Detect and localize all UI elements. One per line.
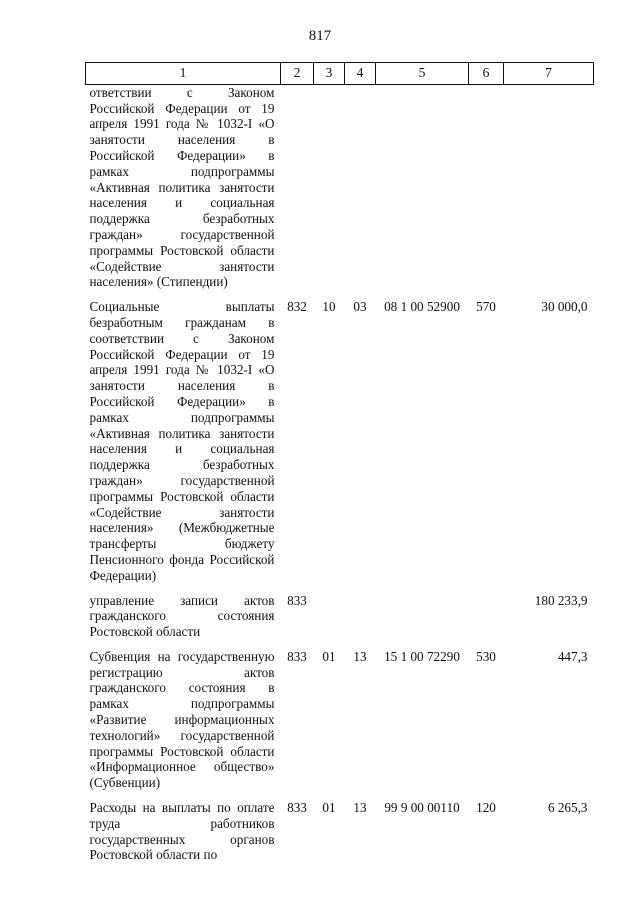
- row-ministry-code: 833: [287, 592, 307, 608]
- table-row: [86, 84, 594, 299]
- table-row: [86, 299, 594, 592]
- row-ministry-code: [281, 84, 314, 299]
- row-amount: 30 000,0: [541, 299, 588, 315]
- row-target-article: 15 1 00 72290: [384, 648, 460, 664]
- row-section: 10: [322, 299, 336, 315]
- page-number: 817: [308, 28, 332, 44]
- table-row: [86, 593, 594, 649]
- row-section: [314, 84, 345, 299]
- row-amount: 6 265,3: [547, 800, 588, 816]
- row-target-article: [376, 593, 469, 649]
- row-ministry-code: 832: [287, 299, 307, 315]
- header-row: [86, 63, 594, 85]
- row-name: Расходы на выплаты по оплате труда работников государственных органов Ростовской области по: [89, 800, 275, 863]
- header-cell-6: 6: [469, 63, 504, 85]
- row-name: Социальные выплаты безработным гражданам в соответствии с Законом Российской Федерации от 19 апреля 1991 года № 1032-I «О занятости населения в Российской Федерации» в рамках подпрограммы «Активная политика занятости населения и социальная поддержка безработных граждан» государственной программы Ростовской области «Содействие занятости населения» (Межбюджетные трансферты бюджету Пенсионного фонда Российской Федерации): [89, 299, 275, 583]
- header-cell-4: 4: [345, 63, 376, 85]
- row-ministry-code: 833: [287, 648, 307, 664]
- budget-table: [85, 62, 594, 872]
- header-cell-2: 2: [281, 63, 314, 85]
- row-ministry-code: 833: [287, 800, 307, 816]
- row-section: 01: [322, 800, 336, 816]
- row-expense-type: 120: [476, 800, 496, 816]
- row-expense-type: 530: [476, 648, 496, 664]
- row-subsection: 13: [353, 800, 367, 816]
- row-subsection: [345, 84, 376, 299]
- row-amount: [504, 84, 594, 299]
- row-section: [314, 593, 345, 649]
- row-expense-type: [469, 84, 504, 299]
- row-amount: 180 233,9: [534, 592, 588, 608]
- table-row: [86, 649, 594, 800]
- row-expense-type: 570: [476, 299, 496, 315]
- row-subsection: 13: [353, 648, 367, 664]
- row-target-article: 08 1 00 52900: [384, 299, 460, 315]
- header-cell-1: 1: [86, 63, 281, 85]
- header-cell-3: 3: [314, 63, 345, 85]
- row-expense-type: [469, 593, 504, 649]
- row-section: 01: [322, 648, 336, 664]
- row-name: управление записи актов гражданского состояния Ростовской области: [89, 592, 275, 640]
- row-target-article: [376, 84, 469, 299]
- row-name: Субвенция на государственную регистрацию актов гражданского состояния в рамках подпрограммы «Развитие информационных технологий» государственной программы Ростовской области «Информационное общество» (Субвенции): [89, 648, 275, 791]
- row-amount: 447,3: [557, 648, 588, 664]
- row-subsection: [345, 593, 376, 649]
- row-name: ответствии с Законом Российской Федерации от 19 апреля 1991 года № 1032-I «О занятости населения в Российской Федерации» в рамках подпрограммы «Активная политика занятости населения и социальная поддержка безработных граждан» государственной программы Ростовской области «Содействие занятости населения» (Стипендии): [89, 84, 275, 290]
- row-target-article: 99 9 00 00110: [384, 800, 460, 816]
- header-cell-7: 7: [504, 63, 594, 85]
- row-subsection: 03: [353, 299, 367, 315]
- header-cell-5: 5: [376, 63, 469, 85]
- table-row: [86, 800, 594, 872]
